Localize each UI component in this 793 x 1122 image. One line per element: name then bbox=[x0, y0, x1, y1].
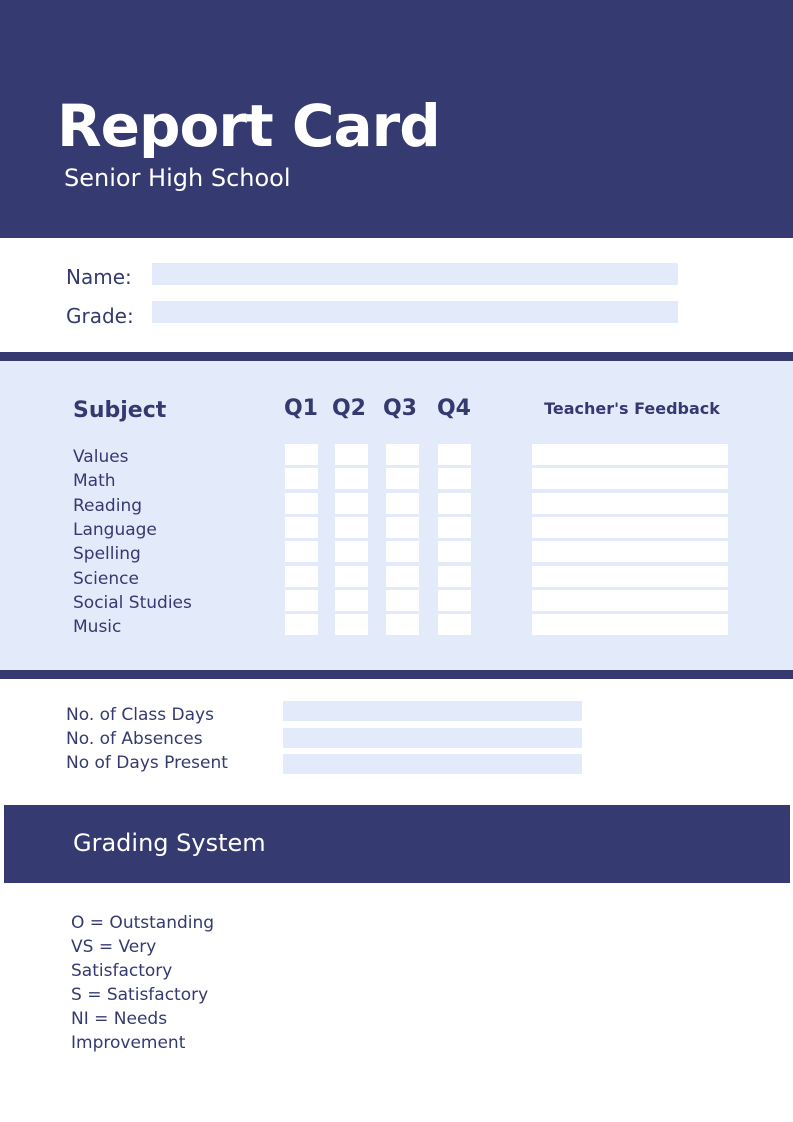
feedback-field[interactable] bbox=[532, 517, 728, 538]
subject-label: Music bbox=[73, 617, 122, 638]
grading-line: VS = Very bbox=[71, 937, 157, 957]
grade-cell-q1[interactable] bbox=[285, 590, 318, 611]
grading-line: Satisfactory bbox=[71, 961, 173, 981]
grade-cell-q4[interactable] bbox=[438, 590, 471, 611]
grade-cell-q1[interactable] bbox=[285, 614, 318, 635]
feedback-field[interactable] bbox=[532, 566, 728, 587]
q2-header: Q2 bbox=[331, 396, 366, 421]
feedback-field[interactable] bbox=[532, 444, 728, 465]
grade-cell-q3[interactable] bbox=[386, 541, 419, 562]
grade-cell-q3[interactable] bbox=[386, 614, 419, 635]
feedback-header: Teacher's Feedback bbox=[544, 399, 720, 418]
grade-cell-q2[interactable] bbox=[335, 590, 368, 611]
page-title: Report Card bbox=[57, 92, 440, 160]
feedback-field[interactable] bbox=[532, 614, 728, 635]
grade-cell-q4[interactable] bbox=[438, 468, 471, 489]
grade-cell-q3[interactable] bbox=[386, 566, 419, 587]
subject-label: Math bbox=[73, 471, 116, 492]
subject-header: Subject bbox=[73, 398, 167, 423]
grade-cell-q2[interactable] bbox=[335, 566, 368, 587]
feedback-field[interactable] bbox=[532, 541, 728, 562]
grade-cell-q4[interactable] bbox=[438, 566, 471, 587]
page-subtitle: Senior High School bbox=[64, 164, 291, 192]
grade-cell-q3[interactable] bbox=[386, 493, 419, 514]
grade-cell-q1[interactable] bbox=[285, 541, 318, 562]
grade-cell-q4[interactable] bbox=[438, 541, 471, 562]
grade-field[interactable] bbox=[152, 301, 678, 323]
grade-cell-q4[interactable] bbox=[438, 614, 471, 635]
feedback-field[interactable] bbox=[532, 468, 728, 489]
q4-header: Q4 bbox=[436, 396, 471, 421]
absences-label: No. of Absences bbox=[66, 729, 203, 749]
subject-label: Values bbox=[73, 447, 129, 467]
name-field[interactable] bbox=[152, 263, 678, 285]
grade-cell-q1[interactable] bbox=[285, 566, 318, 587]
grade-cell-q1[interactable] bbox=[285, 468, 318, 489]
days-present-label: No of Days Present bbox=[66, 753, 228, 773]
grade-cell-q1[interactable] bbox=[285, 493, 318, 514]
grade-cell-q3[interactable] bbox=[386, 590, 419, 611]
divider-band-top bbox=[0, 352, 793, 361]
grade-cell-q1[interactable] bbox=[285, 444, 318, 465]
grade-cell-q3[interactable] bbox=[386, 468, 419, 489]
grade-cell-q4[interactable] bbox=[438, 517, 471, 538]
grade-cell-q3[interactable] bbox=[386, 444, 419, 465]
grade-cell-q2[interactable] bbox=[335, 493, 368, 514]
class-days-label: No. of Class Days bbox=[66, 705, 214, 725]
grade-cell-q1[interactable] bbox=[285, 517, 318, 538]
subject-label: Science bbox=[73, 568, 139, 589]
grading-line: O = Outstanding bbox=[71, 913, 215, 933]
subject-label: Spelling bbox=[73, 544, 141, 565]
q1-header: Q1 bbox=[283, 396, 318, 421]
grade-cell-q2[interactable] bbox=[335, 517, 368, 538]
divider-band-bottom bbox=[0, 670, 793, 679]
subject-label: Social Studies bbox=[73, 592, 192, 613]
grade-cell-q2[interactable] bbox=[335, 468, 368, 489]
name-label: Name: bbox=[66, 265, 132, 289]
grade-cell-q4[interactable] bbox=[438, 444, 471, 465]
feedback-field[interactable] bbox=[532, 493, 728, 514]
feedback-field[interactable] bbox=[532, 590, 728, 611]
q3-header: Q3 bbox=[382, 396, 417, 421]
subject-label: Reading bbox=[73, 495, 143, 516]
grade-cell-q2[interactable] bbox=[335, 541, 368, 562]
grade-cell-q4[interactable] bbox=[438, 493, 471, 514]
grading-system-title: Grading System bbox=[73, 829, 266, 857]
grade-label: Grade: bbox=[66, 304, 134, 328]
grade-cell-q2[interactable] bbox=[335, 614, 368, 635]
absences-field[interactable] bbox=[283, 728, 582, 748]
grading-line: S = Satisfactory bbox=[71, 985, 209, 1005]
grade-cell-q2[interactable] bbox=[335, 444, 368, 465]
class-days-field[interactable] bbox=[283, 701, 582, 721]
grade-cell-q3[interactable] bbox=[386, 517, 419, 538]
grading-line: Improvement bbox=[71, 1033, 186, 1053]
subject-label: Language bbox=[73, 519, 157, 540]
grading-line: NI = Needs bbox=[71, 1009, 168, 1029]
days-present-field[interactable] bbox=[283, 754, 582, 774]
